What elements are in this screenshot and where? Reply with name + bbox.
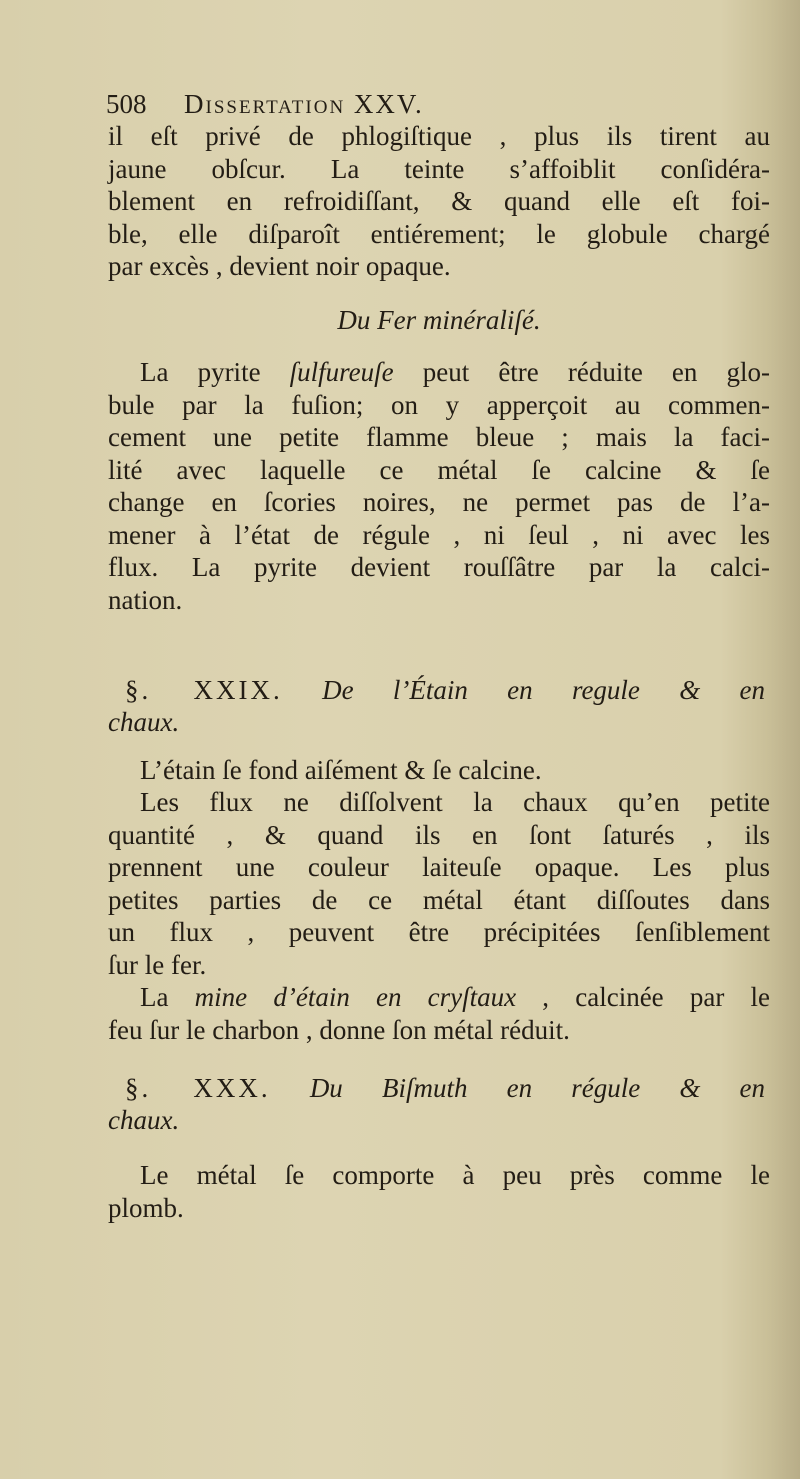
section-line	[125, 674, 765, 706]
text-line: quantité , & quand ils en ſont ſaturés , ils	[108, 820, 770, 850]
italic-text: ſulfureuſe	[289, 357, 394, 387]
text-line: Le métal ſe comporte à peu près comme le	[140, 1160, 770, 1190]
text-line: par excès , devient noir opaque.	[108, 251, 451, 281]
section-title: De l’Étain en regule & en	[322, 675, 765, 705]
text: La	[140, 982, 195, 1012]
text-line: un flux , peuvent être précipitées ſenſiblement	[108, 917, 770, 947]
text-line: feu ſur le charbon , donne ſon métal réduit.	[108, 1015, 570, 1045]
text-line: change en ſcories noires, ne permet pas de l’a-	[108, 487, 770, 517]
section-title-cont: chaux.	[108, 1105, 180, 1135]
text-line: plomb.	[108, 1193, 184, 1223]
section-title-cont: chaux.	[108, 707, 180, 737]
section-line	[125, 1072, 765, 1104]
text-line	[140, 356, 770, 388]
text-line: flux. La pyrite devient rouſſâtre par la calci-	[108, 552, 770, 582]
section-title: Du Biſmuth en régule & en	[309, 1073, 766, 1103]
text-line	[140, 981, 770, 1013]
text-line: prennent une couleur laiteuſe opaque. Les plus	[108, 852, 770, 882]
italic-text: mine d’étain en cryſtaux	[194, 982, 517, 1012]
text-line: jaune obſcur. La teinte s’affoiblit conſidéra-	[108, 154, 770, 184]
text-line: Les flux ne diſſolvent la chaux qu’en petite	[140, 787, 770, 817]
text-line: il eſt privé de phlogiſtique , plus ils tirent au	[108, 121, 770, 151]
page-number: 508	[106, 89, 147, 119]
text-line: ſur le fer.	[108, 950, 207, 980]
section-number: §. XXX.	[125, 1073, 271, 1103]
running-title: Dissertation XXV.	[184, 89, 424, 119]
text: , calcinée par le	[516, 982, 770, 1012]
text: La pyrite	[140, 357, 290, 387]
section-number: §. XXIX.	[125, 675, 283, 705]
text-line: cement une petite flamme bleue ; mais la faci-	[108, 422, 770, 452]
text: peut être réduite en glo-	[393, 357, 770, 387]
text-line: ble, elle diſparoît entiérement; le globule chargé	[108, 219, 770, 249]
text-line: bule par la fuſion; on y apperçoit au commen-	[108, 390, 770, 420]
text-line: petites parties de ce métal étant diſſoutes dans	[108, 885, 770, 915]
text-line: mener à l’état de régule , ni ſeul , ni avec les	[108, 520, 770, 550]
text-line: nation.	[108, 585, 183, 615]
subheading-fer: Du Fer minéraliſé.	[337, 305, 541, 335]
text-line: blement en refroidiſſant, & quand elle eſt foi-	[108, 186, 770, 216]
text-line: lité avec laquelle ce métal ſe calcine & ſe	[108, 455, 770, 485]
paragraph-3: L’étain ſe fond aiſément & ſe calcine.	[140, 755, 542, 785]
